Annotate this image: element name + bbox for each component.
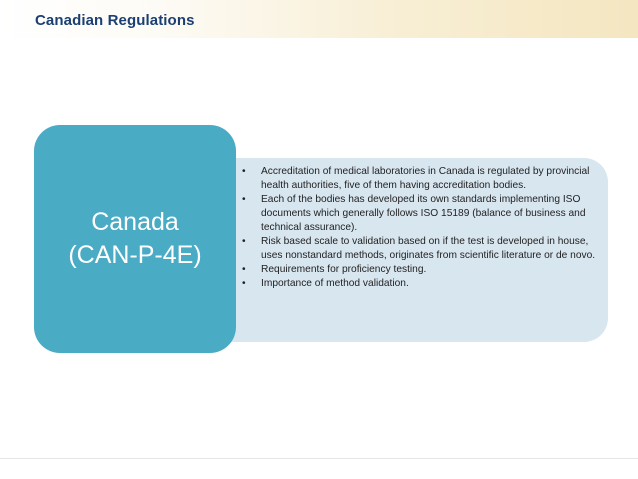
regulation-code: (CAN-P-4E) [68, 241, 202, 269]
country-label-panel [34, 125, 236, 353]
bullet-item: • Risk based scale to validation based on if the test is developed in house, uses nonstandard methods, originates from scientific literature or de novo. [242, 235, 602, 263]
bullet-item: • Each of the bodies has developed its own standards implementing ISO documents which generally follows ISO 15189 (balance of business and technical assurance). [242, 193, 602, 235]
bullet-item: • Accreditation of medical laboratories in Canada is regulated by provincial health authorities, five of them having accreditation bodies. [242, 165, 602, 193]
country-name: Canada [91, 208, 179, 236]
footer-divider [0, 458, 638, 459]
bullet-item: • Importance of method validation. [242, 277, 602, 291]
slide-title: Canadian Regulations [35, 12, 195, 29]
bullet-item: • Requirements for proficiency testing. [242, 263, 602, 277]
bullet-list [242, 165, 602, 291]
